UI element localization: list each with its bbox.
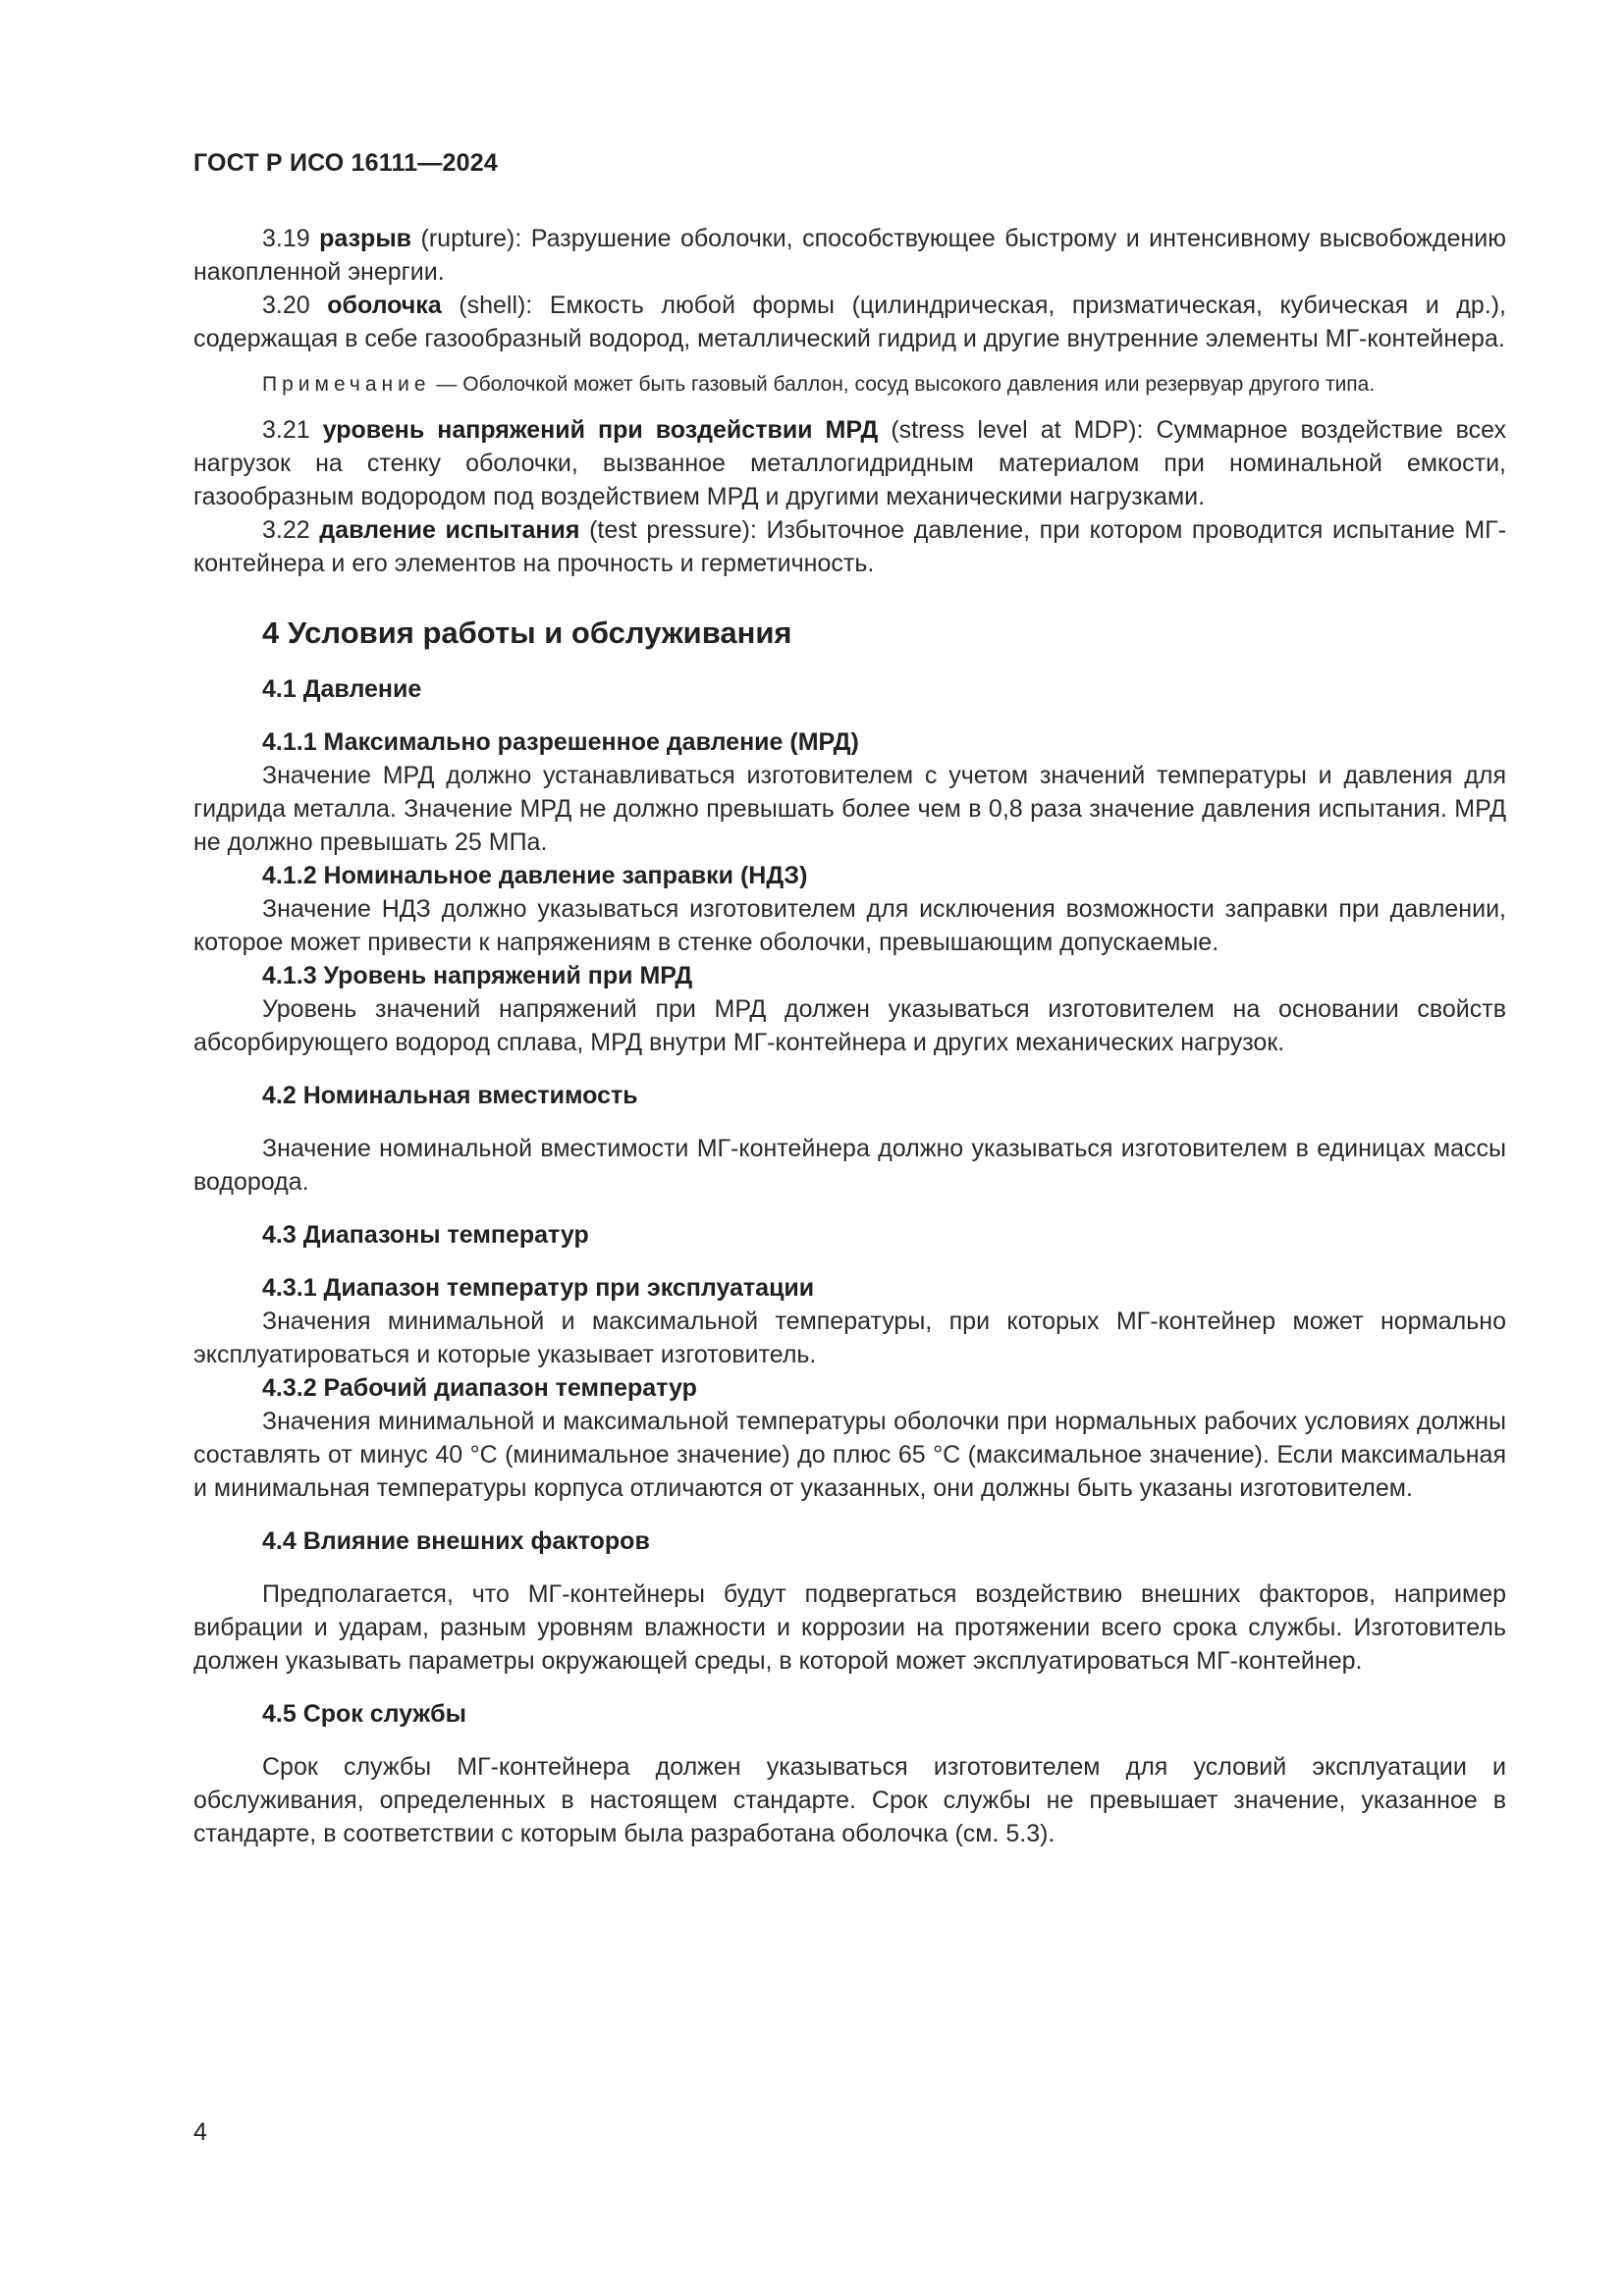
definition-english: (stress level at MDP):: [891, 416, 1144, 444]
section-4-1-2-title: 4.1.2 Номинальное давление заправки (НДЗ): [262, 862, 808, 889]
definition-number: 3.21: [262, 416, 310, 444]
definition-term: разрыв: [319, 225, 412, 252]
note-text: — Оболочкой может быть газовый баллон, сосуд высокого давления или резервуар другого типа.: [436, 373, 1376, 396]
definition-number: 3.20: [262, 292, 310, 319]
definition-text: Емкость любой формы (цилиндрическая, призматическая, кубическая и др.), содержащая в себе газообразный водород, металлический гидрид и другие внутренние элементы МГ-контейнера.: [193, 292, 1506, 352]
definition-number: 3.19: [262, 225, 310, 252]
section-4-3-1-title: 4.3.1 Диапазон температур при эксплуатации: [262, 1274, 815, 1302]
definition-3-21: [193, 413, 1506, 513]
definition-text: Избыточное давление, при котором проводится испытание МГ-контейнера и его элементов на прочность и герметичность.: [193, 516, 1507, 577]
page-number: 4: [193, 2118, 207, 2146]
definition-term: оболочка: [327, 292, 442, 319]
definition-number: 3.22: [262, 516, 310, 544]
section-4-5-text: Срок службы МГ-контейнера должен указываться изготовителем для условий эксплуатации и обслуживания, определенных в настоящем стандарте. Срок службы не превышает значение, указанное в стандарте, в соответствии с которым была разработана оболочка (см. 5.3).: [193, 1753, 1506, 1847]
section-4-1-1-text: Значение МРД должно устанавливаться изготовителем с учетом значений температуры и давления для гидрида металла. Значение МРД не должно превышать более чем в 0,8 раза значение давления испытания. МРД не должно превышать 25 МПа.: [193, 762, 1506, 856]
section-4-2-text: Значение номинальной вместимости МГ-контейнера должно указываться изготовителем в единицах массы водорода.: [193, 1135, 1506, 1196]
section-4-3-title: 4.3 Диапазоны температур: [262, 1221, 589, 1249]
section-4-1-1-title: 4.1.1 Максимально разрешенное давление (МРД): [262, 728, 859, 756]
section-4-3-2-text: Значения минимальной и максимальной температуры оболочки при нормальных рабочих условиях должны составлять от минус 40 °C (минимальное значение) до плюс 65 °C (максимальное значение). Если максимальная и минимальная температуры корпуса отличаются от указанных, они должны быть указаны изготовителем.: [193, 1408, 1506, 1502]
section-4-3-2-title: 4.3.2 Рабочий диапазон температур: [262, 1374, 697, 1402]
section-4-4-title: 4.4 Влияние внешних факторов: [262, 1527, 650, 1555]
document-body: [193, 222, 1506, 1850]
note: [193, 369, 1506, 400]
definition-term: уровень напряжений при воздействии МРД: [322, 416, 879, 444]
definition-english: (shell):: [459, 292, 533, 319]
section-4-4-text: Предполагается, что МГ-контейнеры будут подвергаться воздействию внешних факторов, например вибрации и ударам, разным уровням влажности и коррозии на протяжении всего срока службы. Изготовитель должен указывать параметры окружающей среды, в которой может эксплуатироваться МГ-контейнер.: [193, 1580, 1506, 1675]
definition-term: давление испытания: [319, 516, 580, 544]
definition-3-20: [193, 289, 1506, 355]
section-4-5-title: 4.5 Срок службы: [262, 1700, 466, 1728]
section-4-1-3-text: Уровень значений напряжений при МРД должен указываться изготовителем на основании свойств абсорбирующего водород сплава, МРД внутри МГ-контейнера и других механических нагрузок.: [193, 995, 1506, 1056]
section-4-2-title: 4.2 Номинальная вместимость: [262, 1082, 638, 1109]
document-header: ГОСТ Р ИСО 16111—2024: [193, 149, 498, 177]
section-4-1-title: 4.1 Давление: [262, 675, 422, 703]
definition-3-22: [193, 513, 1506, 580]
note-label: Примечание: [262, 373, 431, 396]
section-4-title: 4 Условия работы и обслуживания: [262, 615, 792, 650]
section-4-1-2-text: Значение НДЗ должно указываться изготовителем для исключения возможности заправки при давлении, которое может привести к напряжениям в стенке оболочки, превышающим допускаемые.: [193, 895, 1506, 956]
definition-text: Разрушение оболочки, способствующее быстрому и интенсивному высвобождению накопленной энергии.: [193, 225, 1506, 286]
definition-3-19: [193, 222, 1506, 289]
definition-english: (rupture):: [420, 225, 522, 252]
section-4-3-1-text: Значения минимальной и максимальной температуры, при которых МГ-контейнер может нормально эксплуатироваться и которые указывает изготовитель.: [193, 1308, 1506, 1368]
definition-english: (test pressure):: [589, 516, 757, 544]
definition-text: Суммарное воздействие всех нагрузок на стенку оболочки, вызванное металлогидридным материалом при номинальной емкости, газообразным водородом под воздействием МРД и другими механическими нагрузками.: [193, 416, 1506, 510]
section-4-1-3-title: 4.1.3 Уровень напряжений при МРД: [262, 962, 693, 989]
